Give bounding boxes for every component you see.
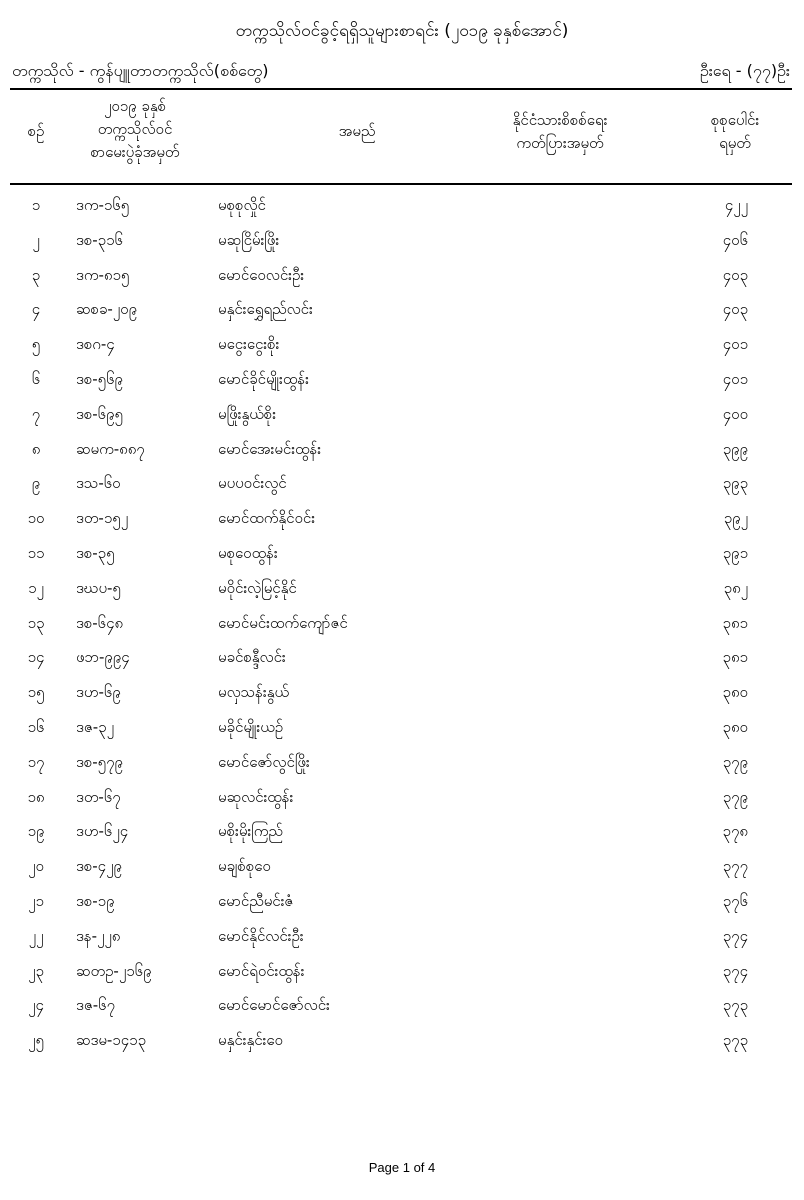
header-top-rule: [10, 88, 792, 90]
row-number: ၂၄: [28, 996, 44, 1015]
table-row: [0, 816, 804, 851]
exam-number: ဒဇ-၃၂: [76, 717, 114, 736]
total-score: ၃၉၉: [722, 439, 748, 458]
exam-number: ဆမက-၈၈၇: [76, 439, 145, 458]
student-name: မောင်ခိုင်မျိုးထွန်း: [218, 369, 309, 388]
total-score: ၄၀၁: [722, 335, 748, 354]
subheading: [12, 60, 790, 86]
total-score: ၄၀၃: [722, 265, 748, 284]
total-score: ၃၈၁: [722, 613, 748, 632]
student-count: ဦးရေ - (၇၇)ဦး: [699, 61, 790, 80]
table-row: [0, 921, 804, 956]
student-name: မစုဝေထွန်း: [218, 543, 278, 562]
university-name: တက္ကသိုလ် - ကွန်ပျူတာတက္ကသိုလ်(စစ်တွေ): [12, 61, 269, 80]
exam-number: ဒစ-၁၉: [76, 891, 115, 910]
student-name: မောင်ဇော်လွင်ဖြိုး: [218, 752, 310, 771]
student-name: မစုစုလှိုင်: [218, 196, 266, 214]
table-row: [0, 364, 804, 399]
total-score: ၃၈၂: [723, 578, 748, 597]
exam-number: ဒဟ-၆၂၄: [76, 822, 129, 841]
row-number: ၁၅: [27, 683, 45, 702]
row-number: ၁၉: [27, 822, 45, 841]
table-row: [0, 468, 804, 503]
exam-number: ဒဟ-၆၉: [76, 683, 121, 702]
table-row: [0, 434, 804, 469]
exam-number: ဒဃပ-၅: [76, 578, 121, 597]
student-name: မောင်မောင်ဇော်လင်း: [218, 996, 330, 1015]
total-score: ၃၇၄: [722, 926, 748, 945]
table-row: [0, 851, 804, 886]
total-score: ၄၀၁: [722, 369, 748, 388]
total-score: ၃၉၂: [723, 509, 748, 528]
total-score: ၄၀၃: [722, 300, 748, 319]
column-header-name: အမည်: [338, 122, 376, 140]
total-score: ၃၈၀: [722, 683, 748, 702]
table-row: [0, 399, 804, 434]
total-score: ၃၇၄: [722, 961, 748, 980]
row-number: ၅: [31, 335, 41, 354]
table-body: [0, 190, 804, 1060]
row-number: ၁၃: [27, 613, 45, 632]
student-name: မောင်ညီမင်းဇံ: [218, 891, 294, 910]
exam-number: ဆဒမ-၁၄၁၃: [76, 1031, 147, 1050]
column-header-score: စုစုပေါင်း ရမှတ်: [710, 111, 760, 152]
row-number: ၁၄: [27, 648, 45, 667]
row-number: ၃: [31, 265, 41, 284]
total-score: ၃၇၃: [722, 996, 748, 1015]
table-row: [0, 642, 804, 677]
total-score: ၃၇၇: [722, 857, 748, 876]
row-number: ၁: [31, 196, 41, 214]
total-score: ၃၉၁: [722, 543, 748, 562]
row-number: ၇: [31, 404, 41, 423]
student-name: မောင်မင်းထက်ကျော်ဇင်: [218, 613, 348, 632]
header-bottom-rule: [10, 183, 792, 185]
student-name: မောင်ထက်နိုင်ဝင်း: [218, 509, 316, 528]
row-number: ၈: [31, 439, 41, 458]
table-row: [0, 538, 804, 573]
column-header-nrc: နိုင်ငံသားစိစစ်ရေး ကတ်ပြားအမှတ်: [512, 111, 608, 152]
student-name: မခိုင်မျိုးယဉ်: [218, 717, 284, 736]
document-title: တက္ကသိုလ်ဝင်ခွင့်ရရှိသူများစာရင်း (၂၀၁၉ ခုနှစ်အောင်): [235, 21, 569, 41]
student-name: မလှသန်းနွယ်: [218, 683, 290, 702]
exam-number: ဒတ-၁၅၂: [76, 509, 129, 528]
table-row: [0, 503, 804, 538]
student-name: မနှင်းနှင်းဝေ: [218, 1031, 283, 1050]
table-row: [0, 990, 804, 1025]
total-score: ၄၂၂: [724, 196, 748, 214]
table-row: [0, 573, 804, 608]
table-row: [0, 225, 804, 260]
student-name: မောင်နိုင်လင်းဦး: [218, 926, 304, 945]
exam-number: ဒစ-၃၅: [76, 543, 115, 562]
table-row: [0, 956, 804, 991]
table-row: [0, 712, 804, 747]
exam-number: ဒစ-၄၂၉: [76, 857, 122, 876]
student-name: မခင်စန္ဒီလင်း: [218, 648, 286, 667]
student-name: မဆုငြိမ်းဖြိုး: [218, 230, 280, 249]
row-number: ၁၈: [27, 787, 45, 806]
column-header-no: စဉ်: [27, 122, 45, 140]
exam-number: ဒသ-၆၀: [76, 474, 121, 493]
row-number: ၄: [31, 300, 41, 319]
total-score: ၃၇၈: [722, 822, 748, 841]
student-name: မပပဝင်းလွင်: [218, 474, 287, 493]
table-row: [0, 294, 804, 329]
student-name: မဆုလင်းထွန်း: [218, 787, 294, 806]
exam-number: ဒစ-၅၆၉: [76, 369, 123, 388]
row-number: ၁၀: [27, 509, 45, 528]
table-row: [0, 608, 804, 643]
exam-number: ဆတဥ-၂၁၆၉: [76, 961, 152, 980]
exam-number: ဖဘ-၉၉၄: [76, 648, 130, 667]
row-number: ၁၇: [27, 752, 45, 771]
total-score: ၃၇၆: [722, 891, 748, 910]
row-number: ၂၁: [28, 891, 44, 910]
exam-number: ဒစဂ-၄: [76, 335, 115, 354]
total-score: ၄၀၀: [722, 404, 748, 423]
total-score: ၃၉၃: [722, 474, 748, 493]
student-name: မချစ်စုဝေ: [218, 857, 271, 876]
exam-number: ဒက-၈၁၅: [76, 265, 130, 284]
column-header-exam-number: ၂၀၁၉ ခုနှစ် တက္ကသိုလ်ဝင် စာမေးပွဲခုံအမှတ်: [90, 97, 180, 161]
table-row: [0, 747, 804, 782]
student-name: မစိုးမိုးကြည်: [218, 822, 283, 841]
row-number: ၂၅: [28, 1031, 44, 1050]
row-number: ၂၂: [28, 926, 44, 945]
table-row: [0, 782, 804, 817]
total-score: ၃၈၀: [722, 717, 748, 736]
student-name: မဝိုင်းလဲ့မြင့်နိုင်: [218, 578, 297, 597]
exam-number: ဒဇ-၆၇: [76, 996, 116, 1015]
student-name: မောင်ဝေလင်းဦး: [218, 265, 305, 284]
row-number: ၁၁: [27, 543, 45, 562]
row-number: ၁၂: [28, 578, 44, 597]
exam-number: ဒစ-၃၁၆: [76, 230, 123, 249]
row-number: ၂၀: [28, 857, 44, 876]
student-name: မောင်ရဲဝင်းထွန်း: [218, 961, 305, 980]
student-name: မဖြိုးနွယ်စိုး: [218, 404, 277, 423]
row-number: ၉: [31, 474, 41, 493]
exam-number: ဒစ-၆၉၅: [76, 404, 123, 423]
student-name: မောင်အေးမင်းထွန်း: [218, 439, 322, 458]
table-row: [0, 329, 804, 364]
row-number: ၂: [32, 230, 40, 249]
exam-number: ဒစ-၆၄၈: [76, 613, 124, 632]
student-name: မငွေးငွေးစိုး: [218, 335, 280, 354]
table-row: [0, 260, 804, 295]
table-row: [0, 1025, 804, 1060]
exam-number: ဒက-၁၆၅: [76, 196, 130, 214]
total-score: ၃၇၉: [722, 752, 748, 771]
table-row: [0, 190, 804, 225]
row-number: ၂၃: [28, 961, 44, 980]
total-score: ၃၈၁: [722, 648, 748, 667]
student-name: မနှင်းရွှေရည်လင်း: [218, 300, 313, 319]
exam-number: ဒန-၂၂၈: [76, 926, 121, 945]
exam-number: ဒစ-၅၇၉: [76, 752, 123, 771]
row-number: ၁၆: [27, 717, 45, 736]
exam-number: ဆစခ-၂၀၉: [76, 300, 138, 319]
exam-number: ဒတ-၆၇: [76, 787, 121, 806]
page-number: Page 1 of 4: [368, 1160, 436, 1175]
table-row: [0, 886, 804, 921]
row-number: ၆: [31, 369, 41, 388]
table-row: [0, 677, 804, 712]
total-score: ၃၇၉: [722, 787, 748, 806]
total-score: ၃၇၃: [722, 1031, 748, 1050]
total-score: ၄၀၆: [722, 230, 748, 249]
